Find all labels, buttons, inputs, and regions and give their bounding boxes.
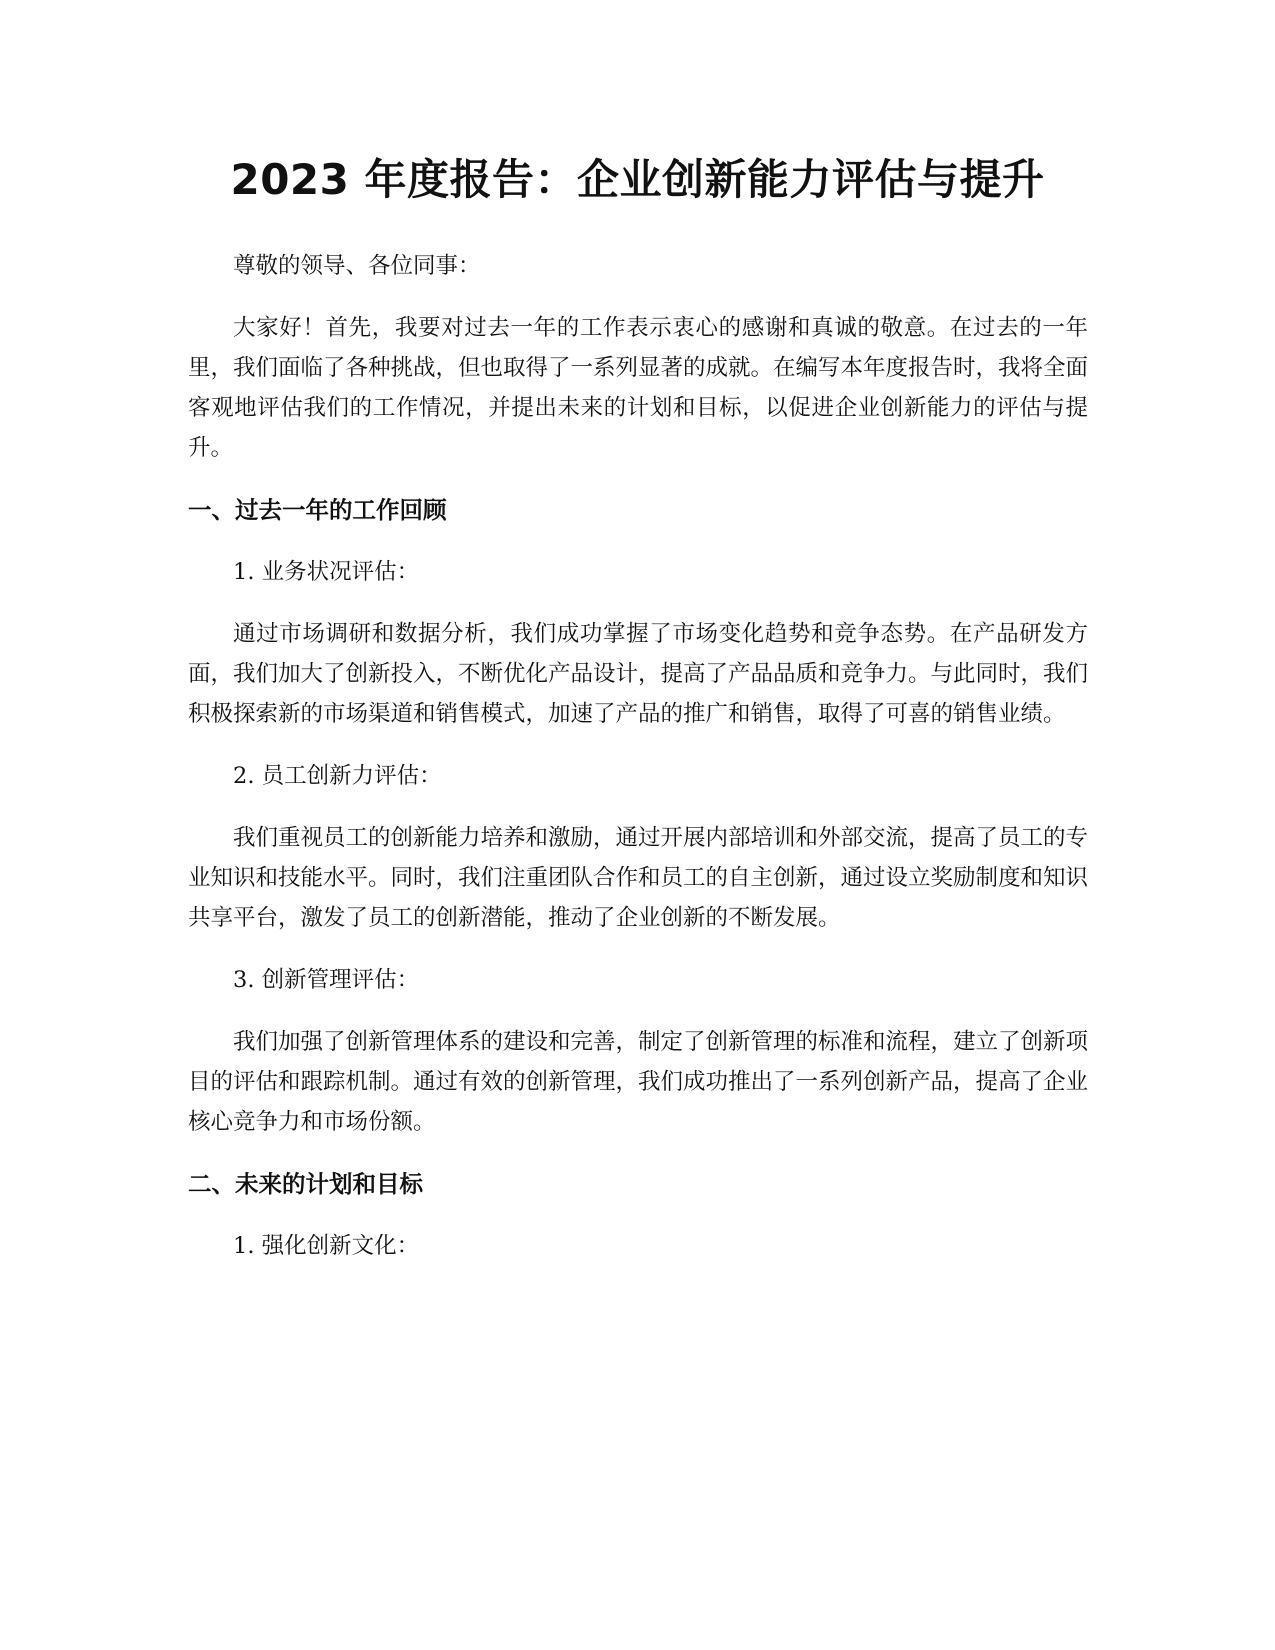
item-title-business: 1. 业务状况评估： xyxy=(233,559,420,585)
section-heading-review: 一、过去一年的工作回顾 xyxy=(188,496,447,524)
section-heading-plans: 二、未来的计划和目标 xyxy=(188,1170,423,1198)
item-text-management: 我们加强了创新管理体系的建设和完善，制定了创新管理的标准和流程，建立了创新项目的评估和跟踪机制。通过有效的创新管理，我们成功推出了一系列创新产品，提高了企业核心竞争力和市场份额。 xyxy=(188,1029,1089,1135)
item-text-business: 通过市场调研和数据分析，我们成功掌握了市场变化趋势和竞争态势。在产品研发方面，我们加大了创新投入，不断优化产品设计，提高了产品品质和竞争力。与此同时，我们积极探索新的市场渠道和销售模式，加速了产品的推广和销售，取得了可喜的销售业绩。 xyxy=(188,621,1089,727)
intro-paragraph: 大家好！首先，我要对过去一年的工作表示衷心的感谢和真诚的敬意。在过去的一年里，我们面临了各种挑战，但也取得了一系列显著的成就。在编写本年度报告时，我将全面客观地评估我们的工作情况，并提出未来的计划和目标，以促进企业创新能力的评估与提升。 xyxy=(188,315,1089,461)
item-text-employee: 我们重视员工的创新能力培养和激励，通过开展内部培训和外部交流，提高了员工的专业知识和技能水平。同时，我们注重团队合作和员工的自主创新，通过设立奖励制度和知识共享平台，激发了员工的创新潜能，推动了企业创新的不断发展。 xyxy=(188,825,1089,931)
item-title-employee: 2. 员工创新力评估： xyxy=(233,763,442,789)
item-title-culture: 1. 强化创新文化： xyxy=(233,1233,420,1259)
item-title-management: 3. 创新管理评估： xyxy=(233,967,420,993)
salutation: 尊敬的领导、各位同事： xyxy=(233,253,481,279)
page-title: 2023 年度报告：企业创新能力评估与提升 xyxy=(230,155,1045,204)
document-body xyxy=(188,246,1088,1288)
